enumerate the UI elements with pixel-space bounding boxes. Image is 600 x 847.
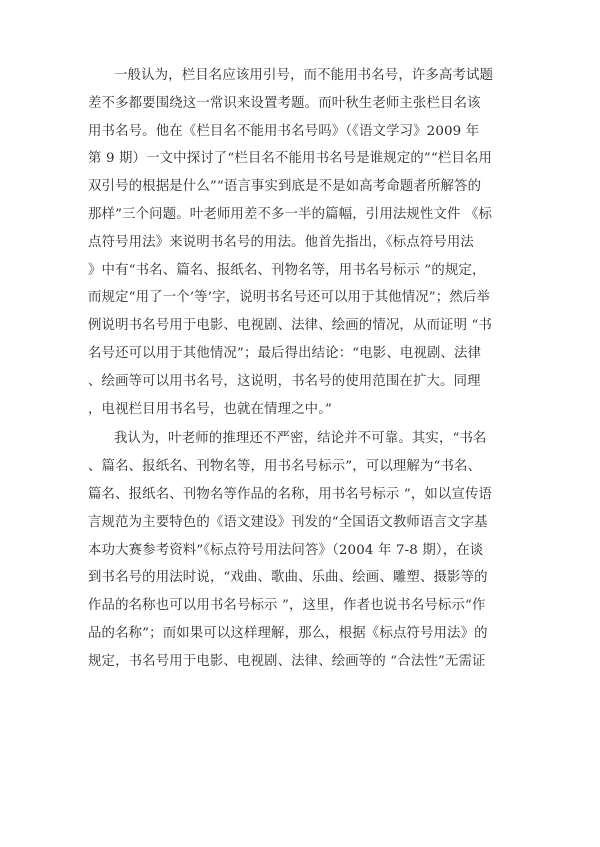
text-line: 用书名号。他在《栏目名不能用书名号吗》（《语文学习》2009 年 (88, 123, 480, 139)
text-line: 到书名号的用法时说，“戏曲、歌曲、乐曲、绘画、雕塑、摄影等的 (88, 570, 488, 586)
text-line: 篇名、报纸名、刊物名等作品的名称，用书名号标示 ”，如以宣传语 (88, 486, 493, 502)
text-line: 点符号用法》来说明书名号的用法。他首先指出，《标点符号用法 (88, 234, 474, 250)
text-line: 一般认为，栏目名应该用引号，而不能用书名号，许多高考试题 (114, 68, 494, 83)
text-line: 例说明书名号用于电影、电视剧、法律、绘画的情况，从而证明 “书 (88, 318, 493, 334)
text-line: 品的名称”；而如果可以这样理解，那么，根据《标点符号用法》的 (88, 625, 488, 641)
paragraph-2 (88, 425, 508, 675)
text-line: 差不多都要围绕这一常识来设置考题。而叶秋生老师主张栏目名该 (88, 95, 481, 111)
text-line: 而规定“用了一个‘等’字，说明书名号还可以用于其他情况”；然后举 (88, 290, 490, 306)
paragraph-1 (88, 62, 508, 423)
text-line: 本功大赛参考资料”《标点符号用法问答》（2004 年 7-8 期），在谈 (88, 542, 484, 558)
text-line: 》中有“书名、篇名、报纸名、刊物名等，用书名号标示 ”的规定， (88, 262, 486, 278)
text-line: 作品的名称也可以用书名号标示 ”，这里，作者也说书名号标示“作 (88, 598, 486, 614)
text-line: 那样”三个问题。叶老师用差不多一半的篇幅，引用法规性文件 《标 (88, 206, 493, 222)
text-line: 、篇名、报纸名、刊物名等，用书名号标示”，可以理解为“书名、 (88, 459, 482, 475)
text-line: 双引号的根据是什么”“语言事实到底是不是如高考命题者所解答的 (88, 179, 482, 195)
text-line: 名号还可以用于其他情况”；最后得出结论：“电影、电视剧、法律 (88, 345, 482, 361)
text-line: 、绘画等可以用书名号，这说明，书名号的使用范围在扩大。同理 (88, 373, 481, 389)
text-line: 我认为，叶老师的推理还不严密，结论并不可靠。其实，“书名 (114, 431, 487, 447)
text-line: 规定，书名号用于电影、电视剧、法律、绘画等的 “合法性”无需证 (88, 653, 486, 669)
text-line: 言规范为主要特色的《语文建设》刊发的“全国语文教师语言文字基 (88, 514, 488, 530)
text-line: ，电视栏目用书名号，也就在情理之中。” (88, 401, 333, 417)
text-line: 第 9 期）一文中探讨了“栏目名不能用书名号是谁规定的”“栏目名用 (88, 151, 493, 167)
document-body (88, 62, 508, 676)
